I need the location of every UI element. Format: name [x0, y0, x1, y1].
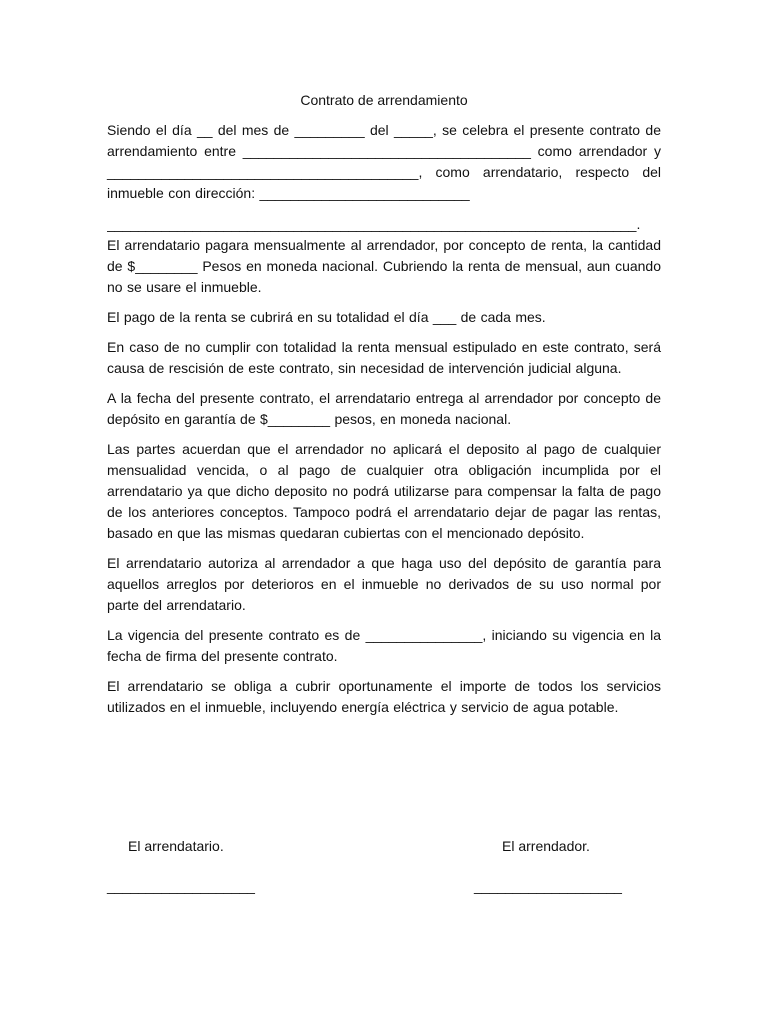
- paragraph-rescission: En caso de no cumplir con totalidad la renta mensual estipulado en este contrato, será causa de rescisión de este contrato, sin necesidad de intervención judicial alguna.: [107, 339, 661, 376]
- paragraph-deposit-use: El arrendatario autoriza al arrendador a que haga uso del depósito de garantía para aquellos arreglos por deterioros en el inmueble no derivados de su uso normal por parte del arrendatario.: [107, 555, 661, 613]
- paragraph-validity: La vigencia del presente contrato es de _______________, iniciando su vigencia en la fecha de firma del presente contrato.: [107, 627, 661, 664]
- document-title: Contrato de arrendamiento: [300, 92, 468, 108]
- paragraph-deposit: A la fecha del presente contrato, el arrendatario entrega al arrendador por concepto de depósito en garantía de $________ pesos, en moneda nacional.: [107, 390, 661, 427]
- paragraph-deposit-terms: Las partes acuerdan que el arrendador no aplicará el deposito al pago de cualquier mensualidad vencida, o al pago de cualquier otra obligación incumplida por el arrendatario ya que dicho deposito no podrá utilizarse para compensar la falta de pago de los anteriores conceptos. Tampoco podrá el arrendatario dejar de pagar las rentas, basado en que las mismas quedaran cubiertas con el mencionado depósito.: [107, 441, 661, 541]
- address-blank-line: ____________________________________________________________________.: [107, 216, 641, 232]
- tenant-signature-line: ___________________: [107, 878, 255, 894]
- intro-paragraph: Siendo el día __ del mes de _________ del _____, se celebra el presente contrato de arrendamiento entre _____________________________________ como arrendador y ________________________________________, como arrendatario, respecto del inmueble con dirección: ___________________________: [107, 122, 661, 201]
- paragraph-payment-day: El pago de la renta se cubrirá en su totalidad el día ___ de cada mes.: [107, 309, 546, 325]
- landlord-signature-label: El arrendador.: [502, 838, 590, 854]
- tenant-signature-label: El arrendatario.: [128, 838, 224, 854]
- landlord-signature-line: ___________________: [474, 878, 622, 894]
- paragraph-services: El arrendatario se obliga a cubrir oportunamente el importe de todos los servicios utilizados en el inmueble, incluyendo energía eléctrica y servicio de agua potable.: [107, 678, 661, 715]
- paragraph-rent-payment: El arrendatario pagara mensualmente al arrendador, por concepto de renta, la cantidad de $________ Pesos en moneda nacional. Cubriendo la renta de mensual, aun cuando no se usare el inmueble.: [107, 237, 661, 295]
- signature-block: [107, 836, 661, 906]
